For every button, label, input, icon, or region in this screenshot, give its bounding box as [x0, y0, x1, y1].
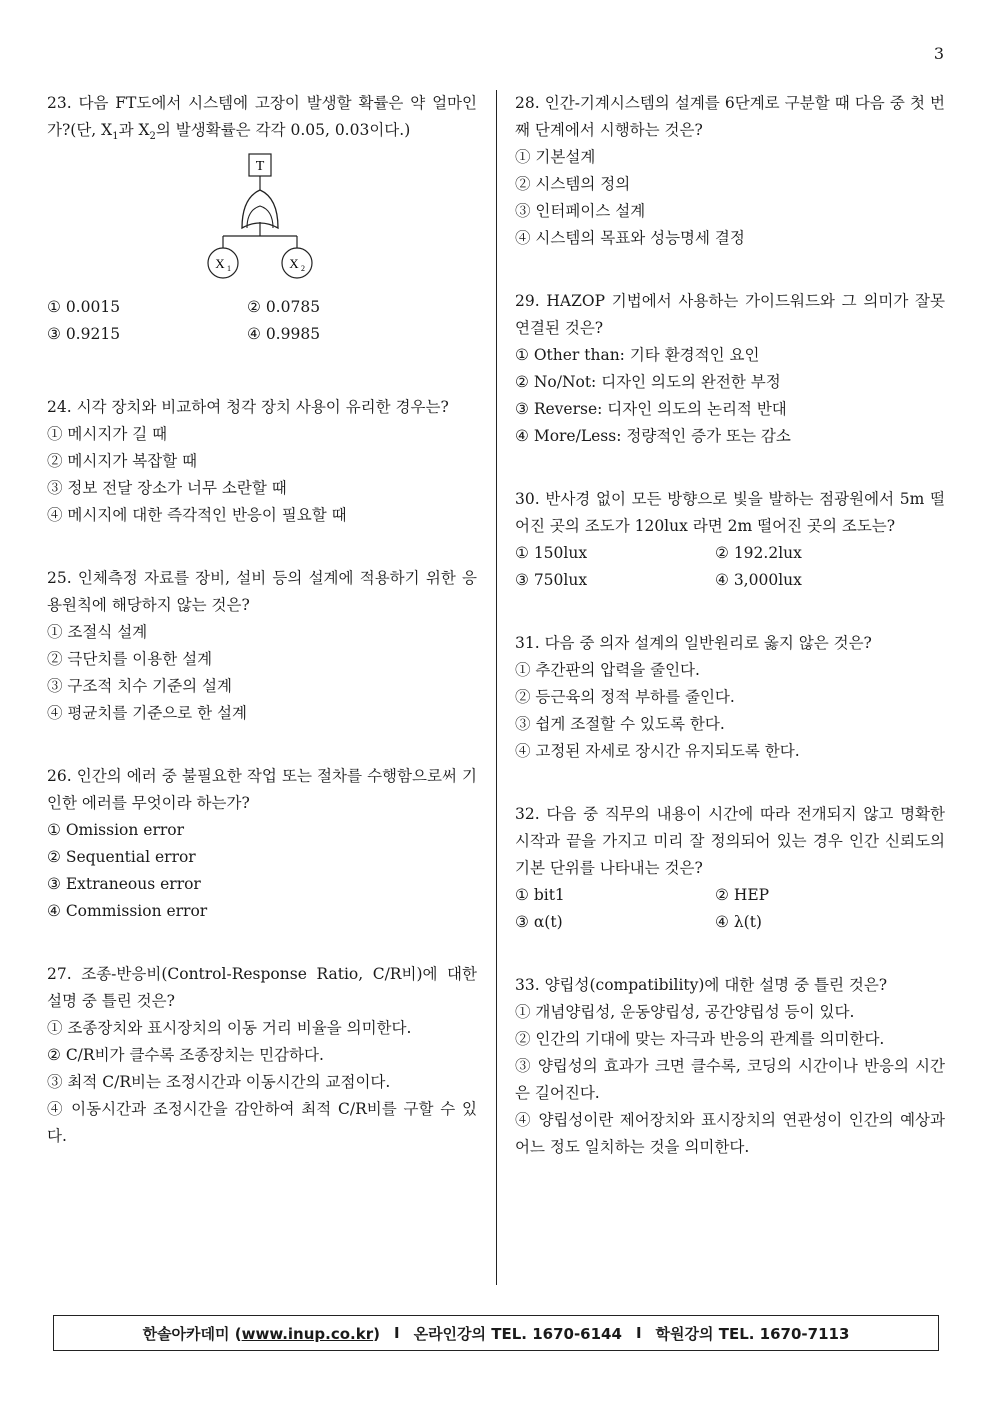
question-text: 26. 인간의 에러 중 불필요한 작업 또는 절차를 수행함으로써 기인한 에러를 무엇이라 하는가?: [47, 767, 477, 813]
option-4[interactable]: ④ 메시지에 대한 즉각적인 반응이 필요할 때: [47, 506, 347, 525]
question-33: [515, 972, 945, 1161]
question-text: 27. 조종-반응비(Control-Response Ratio, C/R비)에 대한 설명 중 틀린 것은?: [47, 965, 477, 1011]
question-24: [47, 394, 477, 529]
question-text: 25. 인체측정 자료를 장비, 설비 등의 설계에 적용하기 위한 응용원칙에 해당하지 않는 것은?: [47, 569, 477, 615]
option-3[interactable]: ③ 0.9215: [47, 325, 121, 344]
option-2[interactable]: ② 등근육의 정적 부하를 줄인다.: [515, 688, 735, 706]
footer-separator: I: [393, 1324, 400, 1342]
svg-text:X: X: [289, 256, 299, 272]
footer-offline-phone: 학원강의 TEL. 1670-7113: [655, 1324, 850, 1343]
option-3[interactable]: ③ 양립성의 효과가 크면 클수록, 코딩의 시간이나 반응의 시간은 길어진다.: [515, 1057, 945, 1102]
option-1[interactable]: ① 조절식 설계: [47, 623, 148, 642]
option-2[interactable]: ② 시스템의 정의: [515, 175, 631, 193]
option-4[interactable]: ④ Commission error: [47, 902, 208, 921]
question-29: [515, 288, 945, 450]
question-text: 28. 인간-기계시스템의 설계를 6단계로 구분할 때 다음 중 첫 번째 단계에서 시행하는 것은?: [515, 94, 945, 139]
question-32: [515, 801, 945, 936]
option-2[interactable]: ② 극단치를 이용한 설계: [47, 650, 213, 669]
option-3[interactable]: ③ 쉽게 조절할 수 있도록 한다.: [515, 715, 725, 733]
question-23: [47, 90, 477, 348]
option-3[interactable]: ③ 정보 전달 장소가 너무 소란할 때: [47, 479, 287, 498]
question-text: 33. 양립성(compatibility)에 대한 설명 중 틀린 것은?: [515, 976, 888, 994]
option-1[interactable]: ① 기본설계: [515, 148, 596, 166]
option-3[interactable]: ③ Reverse: 디자인 의도의 논리적 반대: [515, 400, 787, 418]
option-grid: [47, 294, 477, 348]
option-3[interactable]: ③ α(t): [515, 913, 563, 931]
question-text: 24. 시각 장치와 비교하여 청각 장치 사용이 유리한 경우는?: [47, 398, 449, 417]
question-text: 30. 반사경 없이 모든 방향으로 빛을 발하는 점광원에서 5m 떨어진 곳의 조도가 120lux 라면 2m 떨어진 곳의 조도는?: [515, 490, 945, 535]
option-4[interactable]: ④ 양립성이란 제어장치와 표시장치의 연관성이 인간의 예상과 어느 정도 일치하는 것을 의미한다.: [515, 1111, 945, 1156]
option-4[interactable]: ④ λ(t): [715, 913, 762, 931]
option-4[interactable]: ④ More/Less: 정량적인 증가 또는 감소: [515, 427, 791, 445]
option-3[interactable]: ③ Extraneous error: [47, 875, 201, 894]
option-4[interactable]: ④ 고정된 자세로 장시간 유지되도록 한다.: [515, 742, 800, 760]
page-number: 3: [933, 44, 944, 63]
option-1[interactable]: ① 150lux: [515, 544, 588, 562]
fault-tree-diagram: [47, 150, 477, 290]
option-2[interactable]: ② 0.0785: [247, 298, 321, 317]
option-1[interactable]: ① Other than: 기타 환경적인 요인: [515, 346, 760, 364]
svg-text:2: 2: [301, 264, 305, 274]
option-3[interactable]: ③ 최적 C/R비는 조정시간과 이동시간의 교점이다.: [47, 1073, 391, 1092]
question-26: [47, 763, 477, 925]
question-text: 32. 다음 중 직무의 내용이 시간에 따라 전개되지 않고 명확한 시작과 끝을 가지고 미리 잘 정의되어 있는 경우 인간 신뢰도의 기본 단위를 나타내는 것은?: [515, 805, 945, 877]
footer-academy: 한솔아카데미 (www.inup.co.kr): [142, 1324, 380, 1343]
footer-url-link[interactable]: www.inup.co.kr: [241, 1324, 374, 1343]
option-4[interactable]: ④ 평균치를 기준으로 한 설계: [47, 704, 247, 723]
option-2[interactable]: ② No/Not: 디자인 의도의 완전한 부정: [515, 373, 781, 391]
option-2[interactable]: ② 192.2lux: [715, 544, 802, 562]
question-text: 29. HAZOP 기법에서 사용하는 가이드워드와 그 의미가 잘못 연결된 것은?: [515, 292, 945, 337]
option-3[interactable]: ③ 750lux: [515, 571, 588, 589]
footer: [53, 1315, 939, 1351]
option-grid: [515, 540, 945, 594]
footer-online-phone: 온라인강의 TEL. 1670-6144: [413, 1324, 622, 1343]
option-2[interactable]: ② 인간의 기대에 맞는 자극과 반응의 관계를 의미한다.: [515, 1030, 885, 1048]
option-1[interactable]: ① 메시지가 길 때: [47, 425, 168, 444]
option-2[interactable]: ② Sequential error: [47, 848, 196, 867]
question-28: [515, 90, 945, 252]
option-1[interactable]: ① 조종장치와 표시장치의 이동 거리 비율을 의미한다.: [47, 1019, 412, 1038]
question-30: [515, 486, 945, 594]
top-event-label: T: [255, 159, 265, 175]
option-4[interactable]: ④ 이동시간과 조정시간을 감안하여 최적 C/R비를 구할 수 있다.: [47, 1100, 477, 1146]
option-2[interactable]: ② 메시지가 복잡할 때: [47, 452, 198, 471]
option-3[interactable]: ③ 구조적 치수 기준의 설계: [47, 677, 232, 696]
option-1[interactable]: ① Omission error: [47, 821, 185, 840]
option-2[interactable]: ② C/R비가 클수록 조종장치는 민감하다.: [47, 1046, 324, 1065]
svg-text:X: X: [215, 256, 225, 272]
option-3[interactable]: ③ 인터페이스 설계: [515, 202, 646, 220]
option-1[interactable]: ① bit1: [515, 886, 565, 904]
option-4[interactable]: ④ 시스템의 목표와 성능명세 결정: [515, 229, 745, 247]
option-1[interactable]: ① 0.0015: [47, 298, 121, 317]
option-1[interactable]: ① 추간판의 압력을 줄인다.: [515, 661, 700, 679]
option-2[interactable]: ② HEP: [715, 886, 770, 904]
question-text: 31. 다음 중 의자 설계의 일반원리로 옳지 않은 것은?: [515, 634, 872, 652]
right-column: [515, 90, 945, 1195]
svg-text:1: 1: [227, 264, 231, 274]
question-25: [47, 565, 477, 727]
option-grid: [515, 882, 945, 936]
question-27: [47, 961, 477, 1150]
question-text: 23. 다음 FT도에서 시스템에 고장이 발생할 확률은 약 얼마인가?(단, $X_1$과 $X_2$의 발생확률은 각각 0.05, 0.03이다.): [47, 94, 477, 143]
option-1[interactable]: ① 개념양립성, 운동양립성, 공간양립성 등이 있다.: [515, 1003, 855, 1021]
column-divider: [496, 90, 497, 1285]
left-column: [47, 90, 477, 1184]
option-4[interactable]: ④ 3,000lux: [715, 571, 802, 589]
option-4[interactable]: ④ 0.9985: [247, 325, 321, 344]
footer-separator: I: [635, 1324, 642, 1342]
question-31: [515, 630, 945, 765]
